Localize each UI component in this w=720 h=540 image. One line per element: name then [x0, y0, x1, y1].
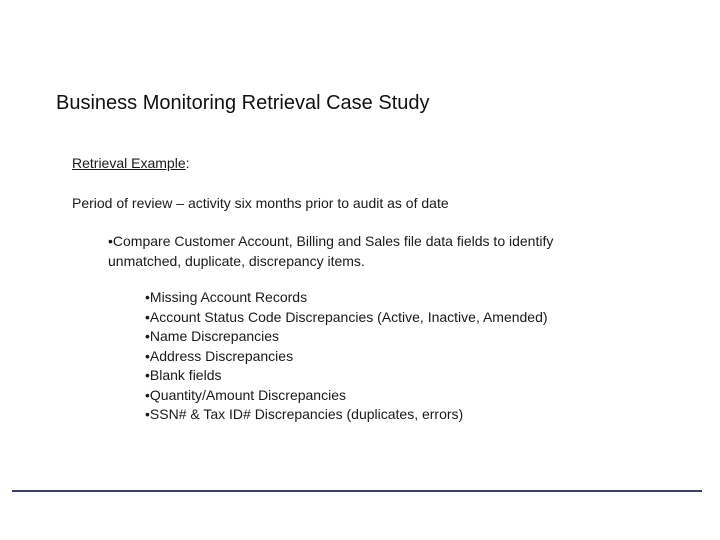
slide-title: Business Monitoring Retrieval Case Study	[56, 92, 430, 114]
list-item: •Address Discrepancies	[145, 347, 294, 364]
list-item: •Missing Account Records	[145, 289, 308, 305]
period-of-review-text: Period of review – activity six months prior to audit as of date	[72, 195, 449, 211]
list-item: •Name Discrepancies	[145, 328, 280, 344]
compare-fields-bullet: •Compare Customer Account, Billing and Sales file data fields to identify unmatched, duplicate, discrepancy items.	[108, 233, 554, 269]
list-item: •Account Status Code Discrepancies (Active, Inactive, Amended)	[145, 308, 548, 325]
retrieval-example-label: Retrieval Example	[72, 155, 186, 171]
list-item: •Quantity/Amount Discrepancies	[145, 386, 346, 403]
retrieval-example-heading	[72, 153, 190, 173]
list-item: •Blank fields	[145, 367, 222, 383]
retrieval-example-colon: :	[185, 155, 190, 171]
bottom-divider	[12, 490, 702, 492]
discrepancy-list	[145, 288, 575, 425]
list-item: •SSN# & Tax ID# Discrepancies (duplicates, errors)	[145, 406, 464, 422]
